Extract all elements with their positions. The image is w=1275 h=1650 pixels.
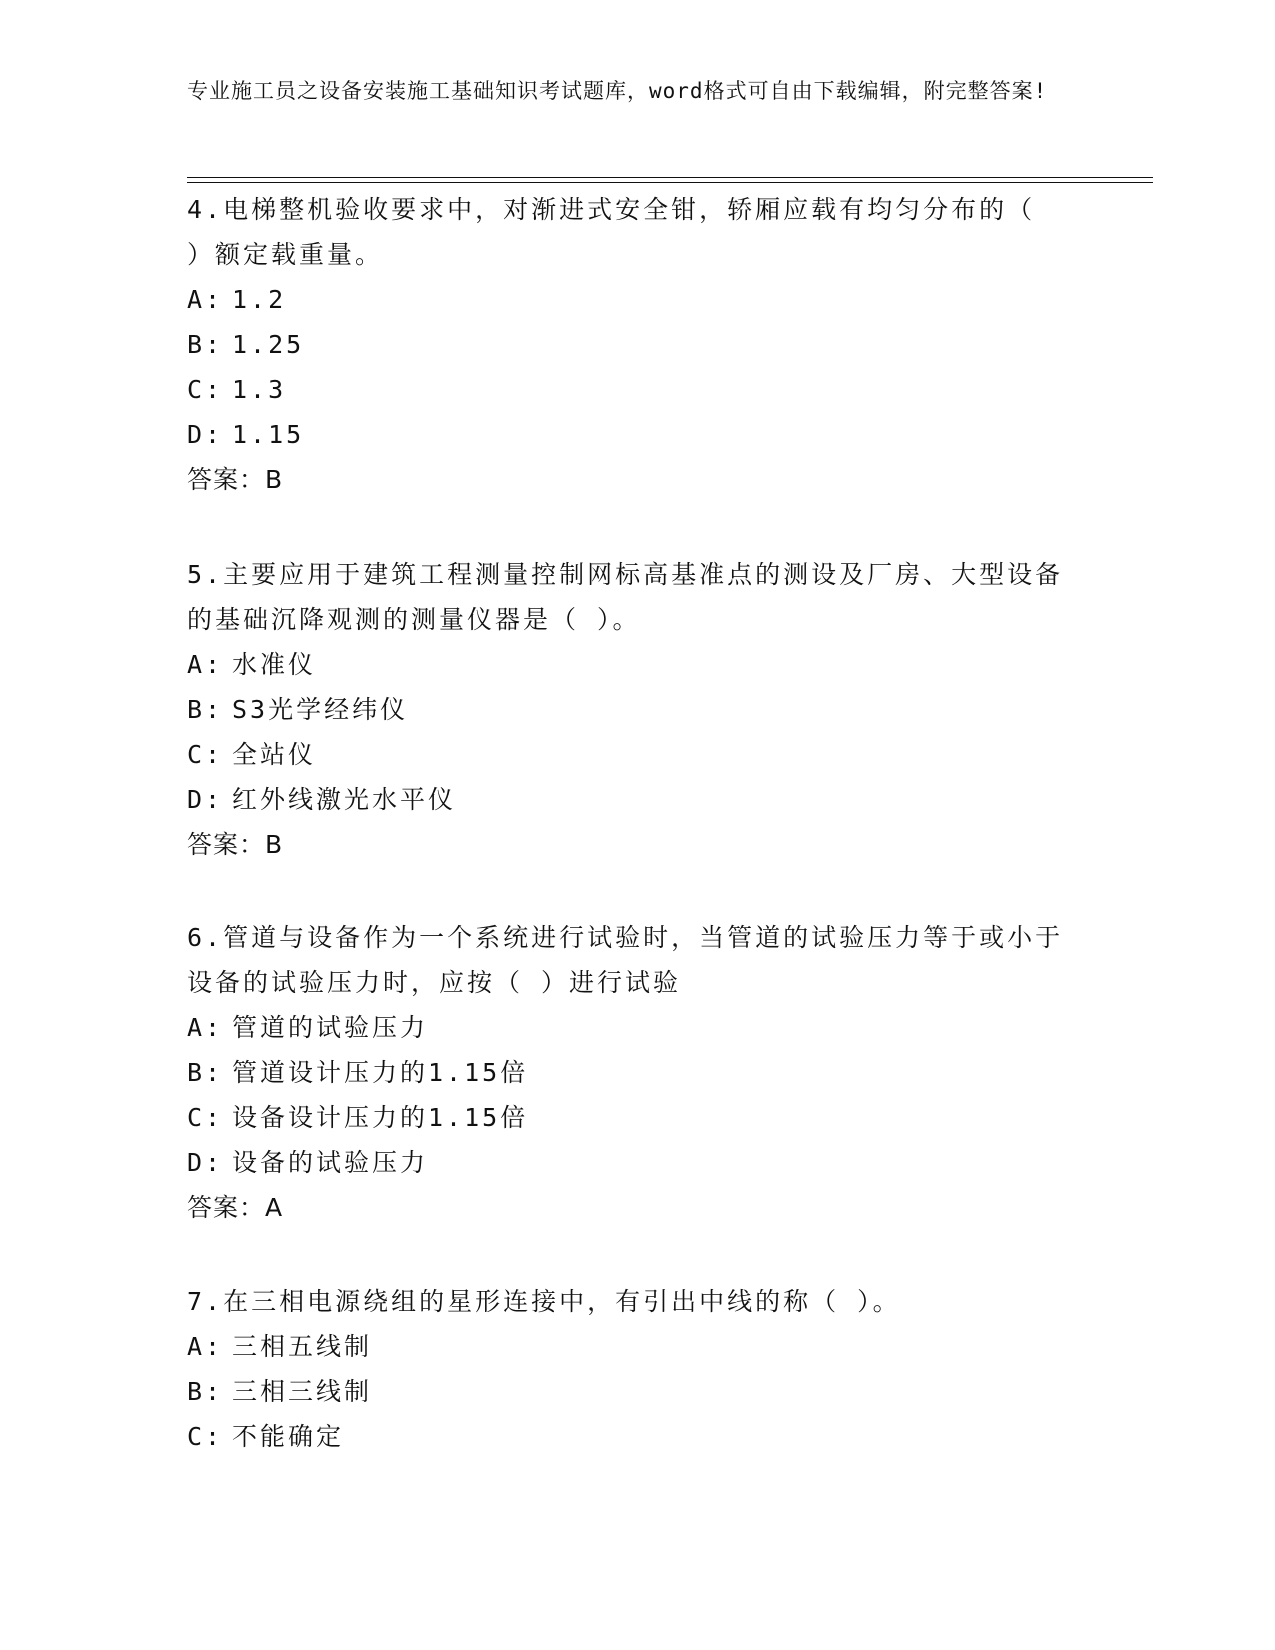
option-text: S3光学经纬仪 — [232, 695, 409, 724]
option-a — [187, 1005, 1067, 1050]
question-5 — [187, 552, 1067, 867]
option-letter: D: — [187, 785, 224, 814]
option-text: 1.3 — [232, 375, 287, 404]
option-text: 全站仪 — [232, 740, 317, 769]
header-divider-top — [187, 177, 1153, 178]
option-text: 1.2 — [232, 285, 287, 314]
option-text: 设备设计压力的1.15倍 — [232, 1103, 529, 1132]
option-b — [187, 1369, 1067, 1414]
option-letter: A: — [187, 1013, 224, 1042]
option-text: 三相五线制 — [232, 1332, 373, 1361]
option-letter: D: — [187, 420, 224, 449]
answer-line: 答案：B — [187, 830, 284, 859]
option-a — [187, 277, 1067, 322]
option-text: 水准仪 — [232, 650, 317, 679]
question-stem: 6.管道与设备作为一个系统进行试验时，当管道的试验压力等于或小于设备的试验压力时，应按（ ）进行试验 — [187, 923, 1064, 997]
option-letter: C: — [187, 1422, 224, 1451]
option-text: 三相三线制 — [232, 1377, 373, 1406]
option-letter: B: — [187, 1058, 224, 1087]
option-text: 不能确定 — [232, 1422, 345, 1451]
question-stem: 7.在三相电源绕组的星形连接中，有引出中线的称（ ）。 — [187, 1287, 901, 1316]
option-c — [187, 1095, 1067, 1140]
option-letter: C: — [187, 1103, 224, 1132]
option-c — [187, 732, 1067, 777]
answer-line: 答案：A — [187, 1193, 284, 1222]
option-d — [187, 1140, 1067, 1185]
question-4 — [187, 187, 1067, 502]
option-c — [187, 367, 1067, 412]
option-text: 1.25 — [232, 330, 305, 359]
question-6 — [187, 915, 1067, 1230]
option-letter: C: — [187, 375, 224, 404]
option-a — [187, 642, 1067, 687]
question-7 — [187, 1279, 1067, 1459]
document-header — [187, 74, 1067, 108]
option-letter: D: — [187, 1148, 224, 1177]
option-b — [187, 322, 1067, 367]
option-b — [187, 687, 1067, 732]
option-letter: B: — [187, 1377, 224, 1406]
option-text: 管道设计压力的1.15倍 — [232, 1058, 529, 1087]
option-letter: A: — [187, 650, 224, 679]
option-text: 管道的试验压力 — [232, 1013, 429, 1042]
option-letter: A: — [187, 285, 224, 314]
option-text: 设备的试验压力 — [232, 1148, 429, 1177]
answer-line: 答案：B — [187, 465, 284, 494]
document-title: 专业施工员之设备安装施工基础知识考试题库，word格式可自由下载编辑，附完整答案! — [187, 79, 1048, 103]
option-d — [187, 412, 1067, 457]
option-letter: B: — [187, 330, 224, 359]
header-divider-bottom — [187, 182, 1153, 183]
option-letter: B: — [187, 695, 224, 724]
option-letter: C: — [187, 740, 224, 769]
option-d — [187, 777, 1067, 822]
question-stem: 5.主要应用于建筑工程测量控制网标高基准点的测设及厂房、大型设备的基础沉降观测的测量仪器是（ ）。 — [187, 560, 1064, 634]
option-text: 1.15 — [232, 420, 305, 449]
option-letter: A: — [187, 1332, 224, 1361]
question-stem: 4.电梯整机验收要求中，对渐进式安全钳，轿厢应载有均匀分布的（ ）额定载重量。 — [187, 195, 1036, 269]
option-a — [187, 1324, 1067, 1369]
option-c — [187, 1414, 1067, 1459]
option-b — [187, 1050, 1067, 1095]
option-text: 红外线激光水平仪 — [232, 785, 457, 814]
